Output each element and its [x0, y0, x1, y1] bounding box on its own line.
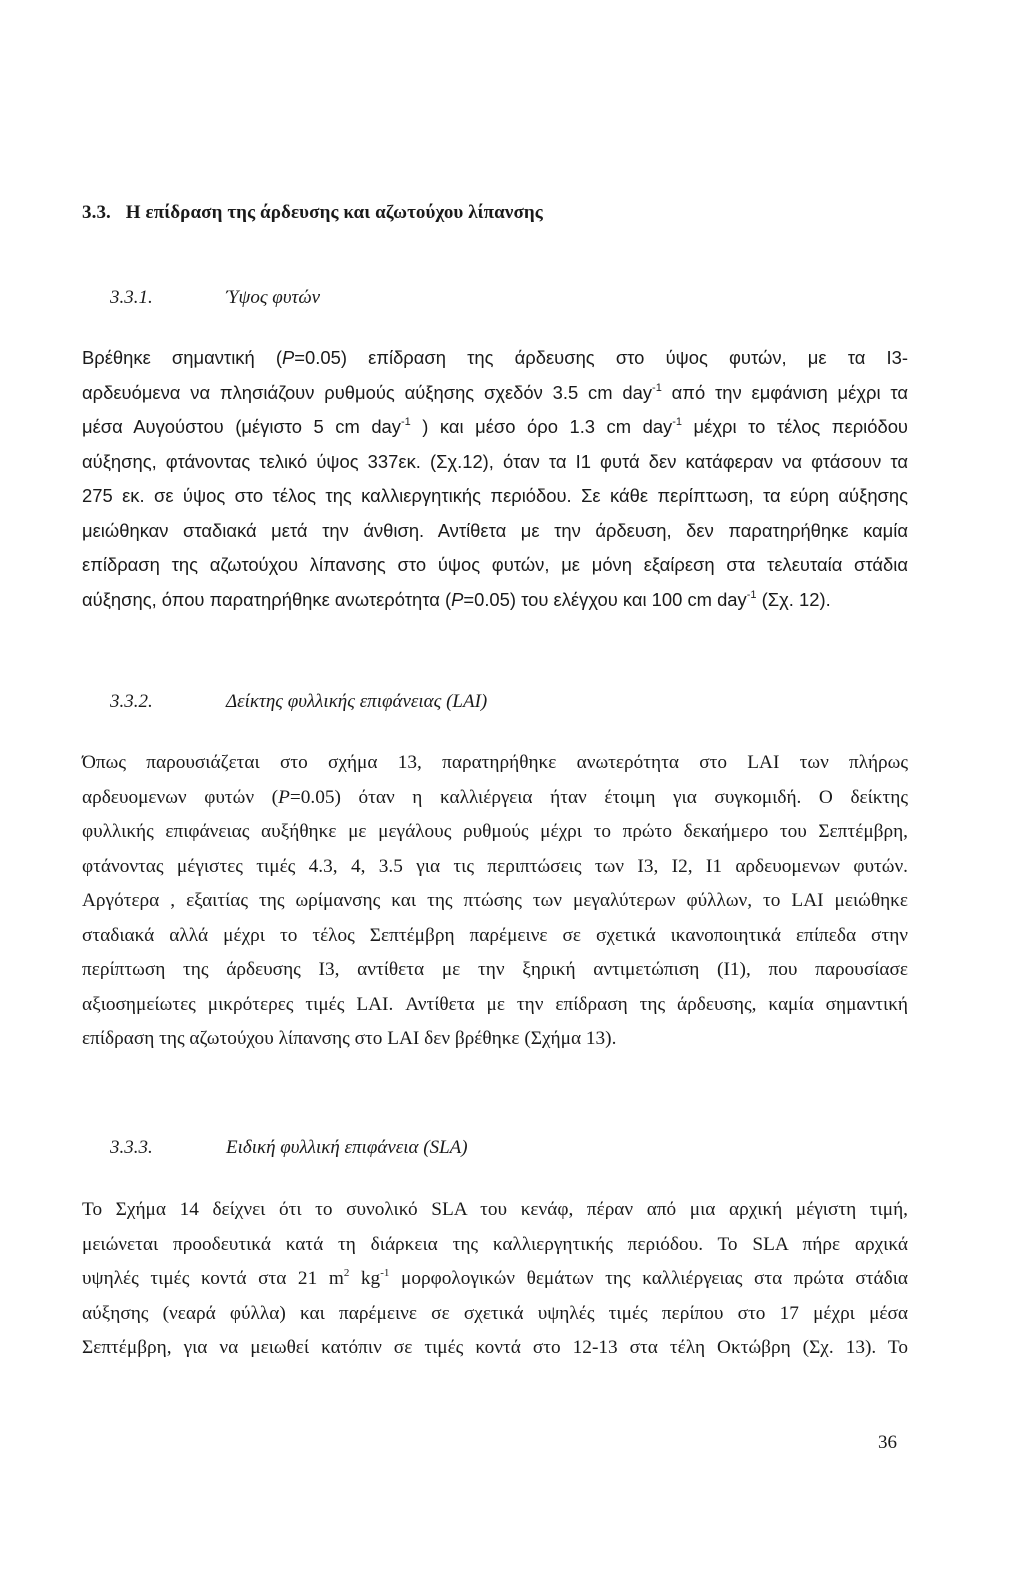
- text-line: αρδευομενων φυτών (P=0.05) όταν η καλλιέργεια ήταν έτοιμη για συγκομιδή. Ο δείκτης: [82, 786, 908, 808]
- subsection-title: Δείκτης φυλλικής επιφάνειας (LAI): [226, 691, 488, 712]
- page-number: 36: [878, 1432, 897, 1453]
- text-line: υψηλές τιμές κοντά στα 21 $m^2$ $kg^{-1}$ μορφολογικών θεμάτων της καλλιέργειας στα πρώτα στάδια: [82, 1267, 908, 1289]
- section-heading: [82, 202, 543, 224]
- text-line: Όπως παρουσιάζεται στο σχήμα 13, παρατηρήθηκε ανωτερότητα στο LAI των πλήρως: [82, 752, 908, 773]
- subsection-title: Ύψος φυτών: [226, 287, 321, 308]
- text-line: Το Σχήμα 14 δείχνει ότι το συνολικό SLA του κενάφ, πέραν από μια αρχική μέγιστη τιμή,: [82, 1199, 908, 1220]
- text-line: μειώθηκαν σταδιακά μετά την άνθιση. Αντίθετα με την άρδευση, δεν παρατηρήθηκε καμία: [82, 519, 908, 541]
- subsection-number: 3.3.2.: [110, 691, 153, 712]
- text-line: φτάνοντας μέγιστες τιμές 4.3, 4, 3.5 για τις περιπτώσεις των Ι3, Ι2, Ι1 αρδευομενων φυτών.: [82, 855, 908, 877]
- text-line: Αργότερα , εξαιτίας της ωρίμανσης και της πτώσης των μεγαλύτερων φύλλων, το LAI μειώθηκε: [82, 890, 908, 911]
- text-line: αύξησης, όπου παρατηρήθηκε ανωτερότητα (P=0.05) του ελέγχου και 100 cm day$^{-1}$ (Σχ. 12).: [82, 588, 831, 610]
- text-line: περίπτωση της άρδευσης Ι3, αντίθετα με την ξηρική αντιμετώπιση (Ι1), που παρουσίασε: [82, 959, 908, 980]
- text-line: φυλλικής επιφάνειας αυξήθηκε με μεγάλους ρυθμούς μέχρι το πρώτο δεκαήμερο του Σεπτέμβρη,: [82, 821, 908, 842]
- section-title: Η επίδραση της άρδευσης και αζωτούχου λίπανσης: [125, 202, 543, 223]
- subsection-heading-lai: [110, 691, 487, 713]
- section-number: 3.3.: [82, 202, 111, 223]
- subsection-heading-sla: [110, 1137, 468, 1159]
- paragraph-plant-height: [82, 341, 908, 617]
- text-line: σταδιακά αλλά μέχρι το τέλος Σεπτέμβρη παρέμεινε σε σχετικά ικανοποιητικά επίπεδα στην: [82, 924, 908, 946]
- text-line: μειώνεται προοδευτικά κατά τη διάρκεια της καλλιεργητικής περιόδου. Το SLA πήρε αρχικά: [82, 1233, 908, 1255]
- text-line: 275 εκ. σε ύψος στο τέλος της καλλιεργητικής περιόδου. Σε κάθε περίπτωση, τα εύρη αύξησης: [82, 485, 908, 506]
- text-line: μέσα Αυγούστου (μέγιστο 5 cm day$^{-1}$ ) και μέσο όρο 1.3 cm day$^{-1}$ μέχρι το τέλος περιόδου: [82, 416, 908, 437]
- text-line: αρδευόμενα να πλησιάζουν ρυθμούς αύξησης σχεδόν 3.5 cm day$^{-1}$ από την εμφάνιση μέχρι τα: [82, 381, 908, 403]
- subsection-heading-plant-height: [110, 287, 320, 309]
- subsection-number: 3.3.1.: [110, 287, 153, 308]
- text-line: αύξησης (νεαρά φύλλα) και παρέμεινε σε σχετικά υψηλές τιμές περίπου στο 17 μέχρι μέσα: [82, 1302, 908, 1324]
- paragraph-lai: [82, 746, 908, 1057]
- text-line: αύξησης, φτάνοντας τελικό ύψος 337εκ. (Σχ.12), όταν τα Ι1 φυτά δεν κατάφεραν να φτάσουν τα: [82, 450, 908, 472]
- text-line: Βρέθηκε σημαντική (P=0.05) επίδραση της άρδευσης στο ύψος φυτών, με τα Ι3-: [82, 347, 908, 368]
- subsection-number: 3.3.3.: [110, 1137, 153, 1158]
- text-line: επίδραση της αζωτούχου λίπανσης στο LAI δεν βρέθηκε (Σχήμα 13).: [82, 1028, 617, 1049]
- subsection-title: Ειδική φυλλική επιφάνεια (SLA): [226, 1137, 468, 1158]
- text-line: επίδραση της αζωτούχου λίπανσης στο ύψος φυτών, με μόνη εξαίρεση στα τελευταία στάδια: [82, 554, 908, 575]
- paragraph-sla: [82, 1193, 908, 1366]
- text-line: αξιοσημείωτες μικρότερες τιμές LAI. Αντίθετα με την επίδραση της άρδευσης, καμία σημαντική: [82, 993, 908, 1015]
- text-line: Σεπτέμβρη, για να μειωθεί κατόπιν σε τιμές κοντά στο 12-13 στα τέλη Οκτώβρη (Σχ. 13). Το: [82, 1337, 908, 1358]
